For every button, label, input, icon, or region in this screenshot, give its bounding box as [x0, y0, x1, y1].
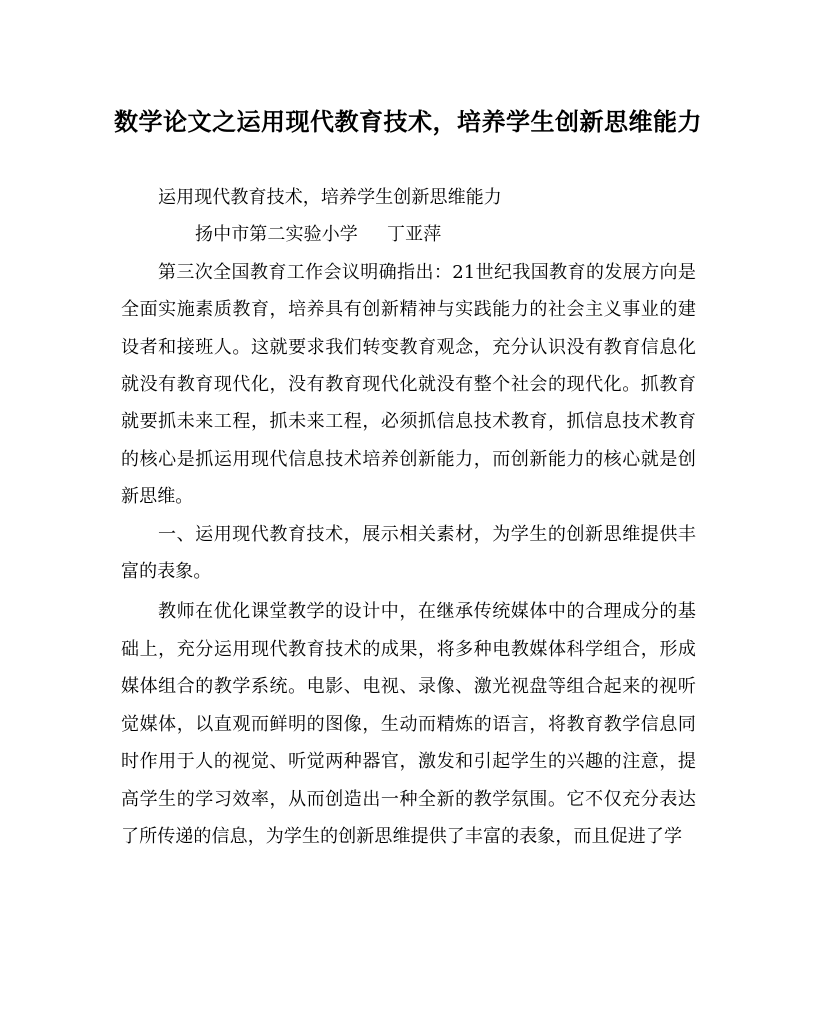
document-body — [121, 179, 696, 855]
byline-author: 丁亚萍 — [387, 224, 442, 246]
paragraph-intro: 第三次全国教育工作会议明确指出：21世纪我国教育的发展方向是全面实施素质教育，培养具有创新精神与实践能力的社会主义事业的建设者和接班人。这就要求我们转变教育观念，充分认识没有教育信息化就没有教育现代化，没有教育现代化就没有整个社会的现代化。抓教育就要抓未来工程，抓未来工程，必须抓信息技术教育，抓信息技术教育的核心是抓运用现代信息技术培养创新能力，而创新能力的核心就是创新思维。 — [121, 261, 696, 508]
byline-school: 扬中市第二实验小学 — [195, 224, 358, 246]
document-title: 数学论文之运用现代教育技术，培养学生创新思维能力 — [114, 107, 702, 136]
paragraph-section-1: 教师在优化课堂教学的设计中，在继承传统媒体中的合理成分的基础上，充分运用现代教育技术的成果，将多种电教媒体科学组合，形成媒体组合的教学系统。电影、电视、录像、激光视盘等组合起来的视听觉媒体，以直观而鲜明的图像，生动而精炼的语言，将教育教学信息同时作用于人的视觉、听觉两种器官，激发和引起学生的兴趣的注意，提高学生的学习效率，从而创造出一种全新的教学氛围。它不仅充分表达了所传递的信息，为学生的创新思维提供了丰富的表象，而且促进了学 — [121, 601, 696, 847]
document-subtitle: 运用现代教育技术，培养学生创新思维能力 — [158, 187, 502, 208]
byline — [121, 216, 696, 253]
section-heading-1: 一、运用现代教育技术，展示相关素材，为学生的创新思维提供丰富的表象。 — [121, 523, 696, 583]
